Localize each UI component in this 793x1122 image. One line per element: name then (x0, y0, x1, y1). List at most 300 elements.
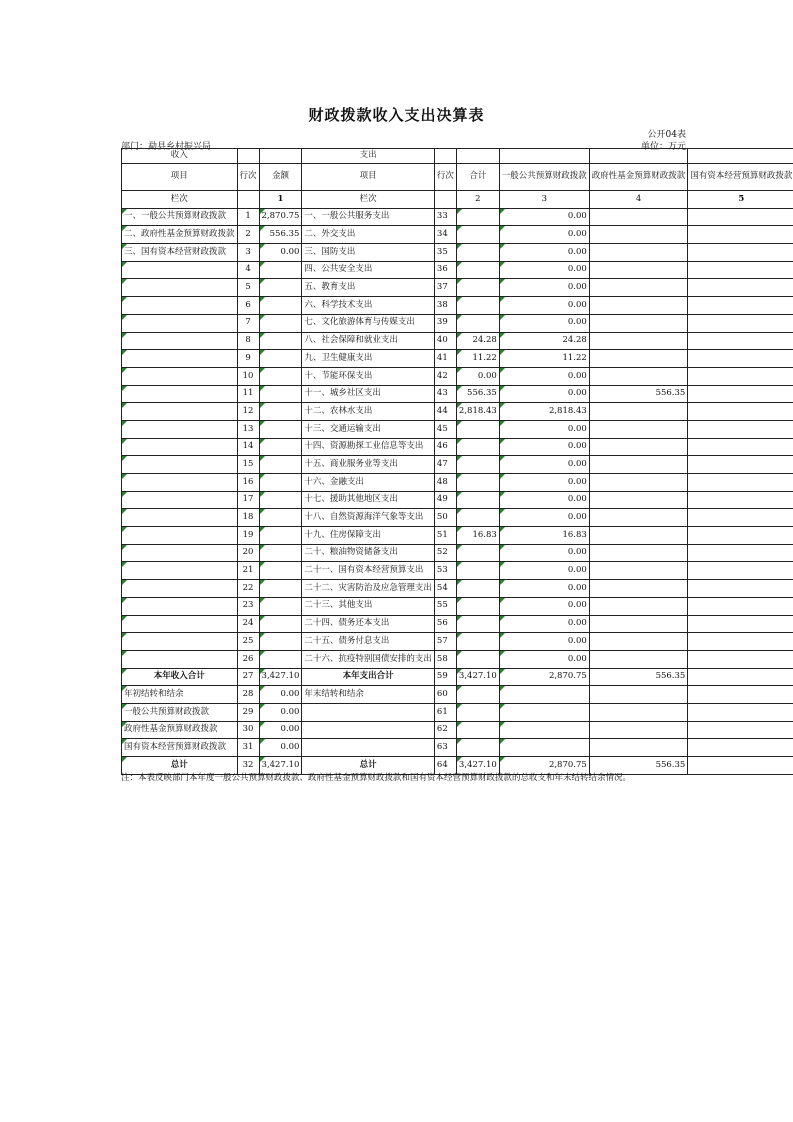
income-item-cell (122, 562, 238, 580)
gov-fund-amount-cell (589, 226, 688, 244)
expense-line-no-cell: 41 (434, 350, 456, 368)
general-budget-amount-cell (499, 686, 589, 704)
table-row (122, 580, 793, 598)
expense-line-no-cell: 51 (434, 527, 456, 545)
expense-line-no-cell: 63 (434, 739, 456, 757)
state-capital-amount-cell (688, 332, 793, 350)
income-amount-cell (259, 474, 302, 492)
income-amount-cell (259, 385, 302, 403)
income-item-cell: 三、国有资本经营财政拨款 (122, 244, 238, 262)
expense-line-no-cell: 62 (434, 721, 456, 739)
gov-fund-amount-cell (589, 491, 688, 509)
general-budget-amount-cell: 0.00 (499, 650, 589, 668)
col-index-total: 2 (456, 191, 499, 209)
general-budget-amount-cell: 2,870.75 (499, 757, 589, 775)
table-row (122, 385, 793, 403)
state-capital-amount-cell (688, 739, 793, 757)
state-capital-amount-cell (688, 350, 793, 368)
expense-item-cell: 四、公共安全支出 (302, 261, 435, 279)
gov-fund-amount-cell (589, 721, 688, 739)
expense-item-cell: 九、卫生健康支出 (302, 350, 435, 368)
general-budget-amount-cell: 24.28 (499, 332, 589, 350)
expense-header-spacer (434, 149, 456, 164)
total-amount-cell (456, 261, 499, 279)
general-budget-amount-cell: 0.00 (499, 420, 589, 438)
income-amount-cell (259, 314, 302, 332)
income-amount-cell (259, 420, 302, 438)
income-amount-cell: 0.00 (259, 244, 302, 262)
general-budget-amount-cell: 0.00 (499, 491, 589, 509)
general-budget-amount-cell: 16.83 (499, 527, 589, 545)
summary-row (122, 703, 793, 721)
state-capital-amount-cell (688, 615, 793, 633)
income-amount-cell (259, 403, 302, 421)
expense-header-spacer (688, 149, 793, 164)
col-index-gov-fund: 4 (589, 191, 688, 209)
income-item-cell (122, 403, 238, 421)
income-amount-cell: 2,870.75 (259, 208, 302, 226)
expense-item-cell: 六、科学技术支出 (302, 297, 435, 315)
gov-fund-amount-cell (589, 474, 688, 492)
table-row (122, 403, 793, 421)
income-item-cell: 年初结转和结余 (122, 686, 238, 704)
state-capital-amount-cell (688, 633, 793, 651)
income-amount-cell (259, 491, 302, 509)
table-row (122, 261, 793, 279)
expense-line-no-cell: 44 (434, 403, 456, 421)
table-row (122, 244, 793, 262)
expense-line-no-cell: 48 (434, 474, 456, 492)
summary-row (122, 739, 793, 757)
total-amount-cell: 11.22 (456, 350, 499, 368)
col-header-income-line: 行次 (237, 164, 259, 191)
general-budget-amount-cell: 0.00 (499, 385, 589, 403)
income-amount-cell (259, 438, 302, 456)
income-line-no-cell: 15 (237, 456, 259, 474)
expense-item-cell: 十七、援助其他地区支出 (302, 491, 435, 509)
income-item-cell: 总计 (122, 757, 238, 775)
general-budget-amount-cell (499, 739, 589, 757)
table-row (122, 633, 793, 651)
general-budget-amount-cell: 0.00 (499, 474, 589, 492)
unit-label: 单位：万元 (640, 142, 686, 152)
income-amount-cell: 556.35 (259, 226, 302, 244)
table-row (122, 527, 793, 545)
income-item-cell (122, 279, 238, 297)
table-row (122, 562, 793, 580)
expense-item-cell: 一、一般公共服务支出 (302, 208, 435, 226)
expense-line-no-cell: 64 (434, 757, 456, 775)
total-amount-cell (456, 456, 499, 474)
income-amount-cell (259, 562, 302, 580)
expense-line-no-cell: 34 (434, 226, 456, 244)
income-line-no-cell: 7 (237, 314, 259, 332)
header-row-sections (122, 149, 793, 164)
income-amount-cell (259, 527, 302, 545)
table-row (122, 509, 793, 527)
general-budget-amount-cell: 11.22 (499, 350, 589, 368)
state-capital-amount-cell (688, 261, 793, 279)
income-line-no-cell: 18 (237, 509, 259, 527)
income-item-cell: 二、政府性基金预算财政拨款 (122, 226, 238, 244)
general-budget-amount-cell: 0.00 (499, 279, 589, 297)
income-item-cell: 一般公共预算财政拨款 (122, 703, 238, 721)
expense-line-no-cell: 37 (434, 279, 456, 297)
expense-line-no-cell: 58 (434, 650, 456, 668)
state-capital-amount-cell (688, 703, 793, 721)
col-index-amount: 1 (259, 191, 302, 209)
gov-fund-amount-cell: 556.35 (589, 668, 688, 686)
state-capital-amount-cell (688, 668, 793, 686)
total-amount-cell (456, 314, 499, 332)
income-line-no-cell: 11 (237, 385, 259, 403)
state-capital-amount-cell (688, 721, 793, 739)
expense-item-cell: 二十三、其他支出 (302, 597, 435, 615)
income-item-cell: 国有资本经营预算财政拨款 (122, 739, 238, 757)
total-amount-cell (456, 615, 499, 633)
total-amount-cell (456, 597, 499, 615)
table-row (122, 226, 793, 244)
table-row (122, 456, 793, 474)
total-amount-cell (456, 474, 499, 492)
state-capital-amount-cell (688, 244, 793, 262)
income-line-no-cell: 17 (237, 491, 259, 509)
gov-fund-amount-cell (589, 633, 688, 651)
general-budget-amount-cell: 0.00 (499, 456, 589, 474)
expense-line-no-cell: 42 (434, 367, 456, 385)
expense-item-cell: 八、社会保障和就业支出 (302, 332, 435, 350)
gov-fund-amount-cell (589, 403, 688, 421)
total-amount-cell (456, 509, 499, 527)
income-line-no-cell: 9 (237, 350, 259, 368)
header-row-columns (122, 164, 793, 191)
gov-fund-amount-cell (589, 562, 688, 580)
income-amount-cell (259, 509, 302, 527)
state-capital-amount-cell (688, 527, 793, 545)
income-line-no-cell: 26 (237, 650, 259, 668)
gov-fund-amount-cell (589, 739, 688, 757)
income-item-cell (122, 350, 238, 368)
income-amount-cell (259, 650, 302, 668)
income-line-no-cell: 3 (237, 244, 259, 262)
general-budget-amount-cell: 2,870.75 (499, 668, 589, 686)
income-line-no-cell: 12 (237, 403, 259, 421)
gov-fund-amount-cell (589, 615, 688, 633)
general-budget-amount-cell: 0.00 (499, 244, 589, 262)
state-capital-amount-cell (688, 562, 793, 580)
income-item-cell (122, 491, 238, 509)
income-amount-cell: 0.00 (259, 739, 302, 757)
expense-line-no-cell: 46 (434, 438, 456, 456)
expense-item-cell: 十、节能环保支出 (302, 367, 435, 385)
income-line-no-cell: 28 (237, 686, 259, 704)
gov-fund-amount-cell (589, 350, 688, 368)
income-amount-cell (259, 597, 302, 615)
income-item-cell (122, 385, 238, 403)
income-line-no-cell: 25 (237, 633, 259, 651)
income-line-no-cell: 2 (237, 226, 259, 244)
income-amount-cell (259, 633, 302, 651)
gov-fund-amount-cell (589, 244, 688, 262)
state-capital-amount-cell (688, 226, 793, 244)
total-amount-cell: 24.28 (456, 332, 499, 350)
general-budget-amount-cell: 0.00 (499, 615, 589, 633)
expense-line-no-cell: 52 (434, 544, 456, 562)
gov-fund-amount-cell (589, 527, 688, 545)
expense-line-no-cell: 53 (434, 562, 456, 580)
total-amount-cell (456, 650, 499, 668)
income-item-cell: 本年收入合计 (122, 668, 238, 686)
expense-item-cell: 总计 (302, 757, 435, 775)
income-line-no-cell: 8 (237, 332, 259, 350)
general-budget-amount-cell: 0.00 (499, 438, 589, 456)
expense-header-spacer (589, 149, 688, 164)
general-budget-amount-cell: 0.00 (499, 562, 589, 580)
income-item-cell (122, 420, 238, 438)
income-line-no-cell: 22 (237, 580, 259, 598)
col-header-gov-fund: 政府性基金预算财政拨款 (589, 164, 688, 191)
income-amount-cell (259, 297, 302, 315)
expense-item-cell: 十五、商业服务业等支出 (302, 456, 435, 474)
total-amount-cell (456, 208, 499, 226)
general-budget-amount-cell: 0.00 (499, 314, 589, 332)
income-item-cell (122, 527, 238, 545)
income-amount-cell (259, 456, 302, 474)
col-header-expense-line: 行次 (434, 164, 456, 191)
total-amount-cell (456, 633, 499, 651)
table-row (122, 367, 793, 385)
general-budget-amount-cell: 0.00 (499, 544, 589, 562)
total-amount-cell (456, 544, 499, 562)
total-amount-cell (456, 226, 499, 244)
total-amount-cell: 0.00 (456, 367, 499, 385)
total-amount-cell: 556.35 (456, 385, 499, 403)
expense-line-no-cell: 38 (434, 297, 456, 315)
footnote: 注：本表反映部门本年度一般公共预算财政拨款、政府性基金预算财政拨款和国有资本经营预算财政拨款的总收支和年末结转结余情况。 (121, 773, 632, 783)
income-item-cell: 政府性基金预算财政拨款 (122, 721, 238, 739)
table-row (122, 208, 793, 226)
summary-row (122, 668, 793, 686)
income-line-no-cell: 6 (237, 297, 259, 315)
gov-fund-amount-cell (589, 279, 688, 297)
state-capital-amount-cell (688, 208, 793, 226)
expense-line-no-cell: 61 (434, 703, 456, 721)
total-amount-cell: 3,427.10 (456, 668, 499, 686)
income-line-no-cell: 20 (237, 544, 259, 562)
income-line-no-cell: 4 (237, 261, 259, 279)
income-item-cell (122, 544, 238, 562)
income-line-no-cell: 21 (237, 562, 259, 580)
gov-fund-amount-cell (589, 597, 688, 615)
expense-item-cell (302, 703, 435, 721)
income-line-no-cell: 5 (237, 279, 259, 297)
total-amount-cell (456, 297, 499, 315)
col-index-empty (434, 191, 456, 209)
expense-item-cell: 二十二、灾害防治及应急管理支出 (302, 580, 435, 598)
income-line-no-cell: 31 (237, 739, 259, 757)
income-amount-cell: 3,427.10 (259, 757, 302, 775)
expense-item-cell (302, 739, 435, 757)
general-budget-amount-cell: 0.00 (499, 597, 589, 615)
gov-fund-amount-cell: 556.35 (589, 385, 688, 403)
gov-fund-amount-cell (589, 686, 688, 704)
income-amount-cell (259, 279, 302, 297)
total-amount-cell (456, 580, 499, 598)
expense-header: 支出 (302, 149, 435, 164)
income-header-spacer (259, 149, 302, 164)
income-item-cell (122, 297, 238, 315)
expense-line-no-cell: 54 (434, 580, 456, 598)
general-budget-amount-cell: 0.00 (499, 509, 589, 527)
income-amount-cell (259, 615, 302, 633)
expense-item-cell (302, 721, 435, 739)
total-amount-cell (456, 562, 499, 580)
expense-item-cell: 二、外交支出 (302, 226, 435, 244)
gov-fund-amount-cell (589, 456, 688, 474)
gov-fund-amount-cell (589, 314, 688, 332)
expense-item-cell: 二十五、债务付息支出 (302, 633, 435, 651)
expense-line-no-cell: 56 (434, 615, 456, 633)
expense-line-no-cell: 43 (434, 385, 456, 403)
col-index-label: 栏次 (122, 191, 238, 209)
expense-line-no-cell: 50 (434, 509, 456, 527)
income-item-cell (122, 580, 238, 598)
gov-fund-amount-cell (589, 208, 688, 226)
gov-fund-amount-cell (589, 544, 688, 562)
state-capital-amount-cell (688, 580, 793, 598)
state-capital-amount-cell (688, 597, 793, 615)
general-budget-amount-cell: 0.00 (499, 261, 589, 279)
income-item-cell (122, 474, 238, 492)
table-row (122, 420, 793, 438)
total-amount-cell: 3,427.10 (456, 757, 499, 775)
state-capital-amount-cell (688, 474, 793, 492)
gov-fund-amount-cell: 556.35 (589, 757, 688, 775)
income-header: 收入 (122, 149, 238, 164)
income-line-no-cell: 10 (237, 367, 259, 385)
table-row (122, 615, 793, 633)
income-line-no-cell: 19 (237, 527, 259, 545)
general-budget-amount-cell: 0.00 (499, 226, 589, 244)
income-header-spacer (237, 149, 259, 164)
col-header-amount: 金额 (259, 164, 302, 191)
col-index-label: 栏次 (302, 191, 435, 209)
state-capital-amount-cell (688, 650, 793, 668)
general-budget-amount-cell: 0.00 (499, 208, 589, 226)
expense-line-no-cell: 35 (434, 244, 456, 262)
general-budget-amount-cell: 0.00 (499, 297, 589, 315)
state-capital-amount-cell (688, 438, 793, 456)
expense-line-no-cell: 47 (434, 456, 456, 474)
income-amount-cell (259, 544, 302, 562)
table-row (122, 650, 793, 668)
income-line-no-cell: 29 (237, 703, 259, 721)
total-amount-cell (456, 438, 499, 456)
income-line-no-cell: 30 (237, 721, 259, 739)
income-amount-cell: 3,427.10 (259, 668, 302, 686)
table-row (122, 350, 793, 368)
income-item-cell (122, 332, 238, 350)
income-item-cell (122, 509, 238, 527)
income-line-no-cell: 24 (237, 615, 259, 633)
gov-fund-amount-cell (589, 367, 688, 385)
expense-line-no-cell: 33 (434, 208, 456, 226)
expense-item-cell: 五、教育支出 (302, 279, 435, 297)
page-title: 财政拨款收入支出决算表 (308, 106, 485, 124)
general-budget-amount-cell: 0.00 (499, 633, 589, 651)
col-header-total: 合计 (456, 164, 499, 191)
state-capital-amount-cell (688, 420, 793, 438)
general-budget-amount-cell (499, 721, 589, 739)
income-item-cell (122, 314, 238, 332)
expense-item-cell: 二十一、国有资本经营预算支出 (302, 562, 435, 580)
income-amount-cell (259, 350, 302, 368)
income-item-cell (122, 615, 238, 633)
state-capital-amount-cell (688, 456, 793, 474)
col-index-empty (237, 191, 259, 209)
expense-item-cell: 十八、自然资源海洋气象等支出 (302, 509, 435, 527)
state-capital-amount-cell (688, 509, 793, 527)
income-line-no-cell: 14 (237, 438, 259, 456)
income-item-cell (122, 261, 238, 279)
income-item-cell (122, 650, 238, 668)
income-amount-cell: 0.00 (259, 721, 302, 739)
state-capital-amount-cell (688, 544, 793, 562)
expense-item-cell: 十二、农林水支出 (302, 403, 435, 421)
expense-line-no-cell: 60 (434, 686, 456, 704)
gov-fund-amount-cell (589, 332, 688, 350)
total-amount-cell (456, 739, 499, 757)
form-code: 公开04表 (647, 130, 686, 140)
gov-fund-amount-cell (589, 509, 688, 527)
gov-fund-amount-cell (589, 703, 688, 721)
income-item-cell (122, 438, 238, 456)
table-row (122, 438, 793, 456)
gov-fund-amount-cell (589, 650, 688, 668)
income-amount-cell: 0.00 (259, 686, 302, 704)
gov-fund-amount-cell (589, 580, 688, 598)
total-amount-cell: 2,818.43 (456, 403, 499, 421)
expense-item-cell: 十九、住房保障支出 (302, 527, 435, 545)
table-row (122, 474, 793, 492)
expense-header-spacer (456, 149, 499, 164)
expense-line-no-cell: 39 (434, 314, 456, 332)
expense-item-cell: 二十六、抗疫特别国债安排的支出 (302, 650, 435, 668)
expense-line-no-cell: 45 (434, 420, 456, 438)
expense-item-cell: 十六、金融支出 (302, 474, 435, 492)
income-line-no-cell: 27 (237, 668, 259, 686)
expense-line-no-cell: 40 (434, 332, 456, 350)
income-amount-cell: 0.00 (259, 703, 302, 721)
gov-fund-amount-cell (589, 438, 688, 456)
income-item-cell (122, 456, 238, 474)
income-amount-cell (259, 580, 302, 598)
total-amount-cell: 16.83 (456, 527, 499, 545)
income-item-cell (122, 367, 238, 385)
gov-fund-amount-cell (589, 261, 688, 279)
total-amount-cell (456, 279, 499, 297)
state-capital-amount-cell (688, 757, 793, 775)
department-label: 部门：勐县乡村振兴局 (121, 142, 212, 152)
state-capital-amount-cell (688, 686, 793, 704)
state-capital-amount-cell (688, 367, 793, 385)
col-header-expense-item: 项目 (302, 164, 435, 191)
income-line-no-cell: 16 (237, 474, 259, 492)
expense-line-no-cell: 36 (434, 261, 456, 279)
total-amount-cell (456, 491, 499, 509)
expense-item-cell: 十四、资源勘探工业信息等支出 (302, 438, 435, 456)
table-row (122, 279, 793, 297)
